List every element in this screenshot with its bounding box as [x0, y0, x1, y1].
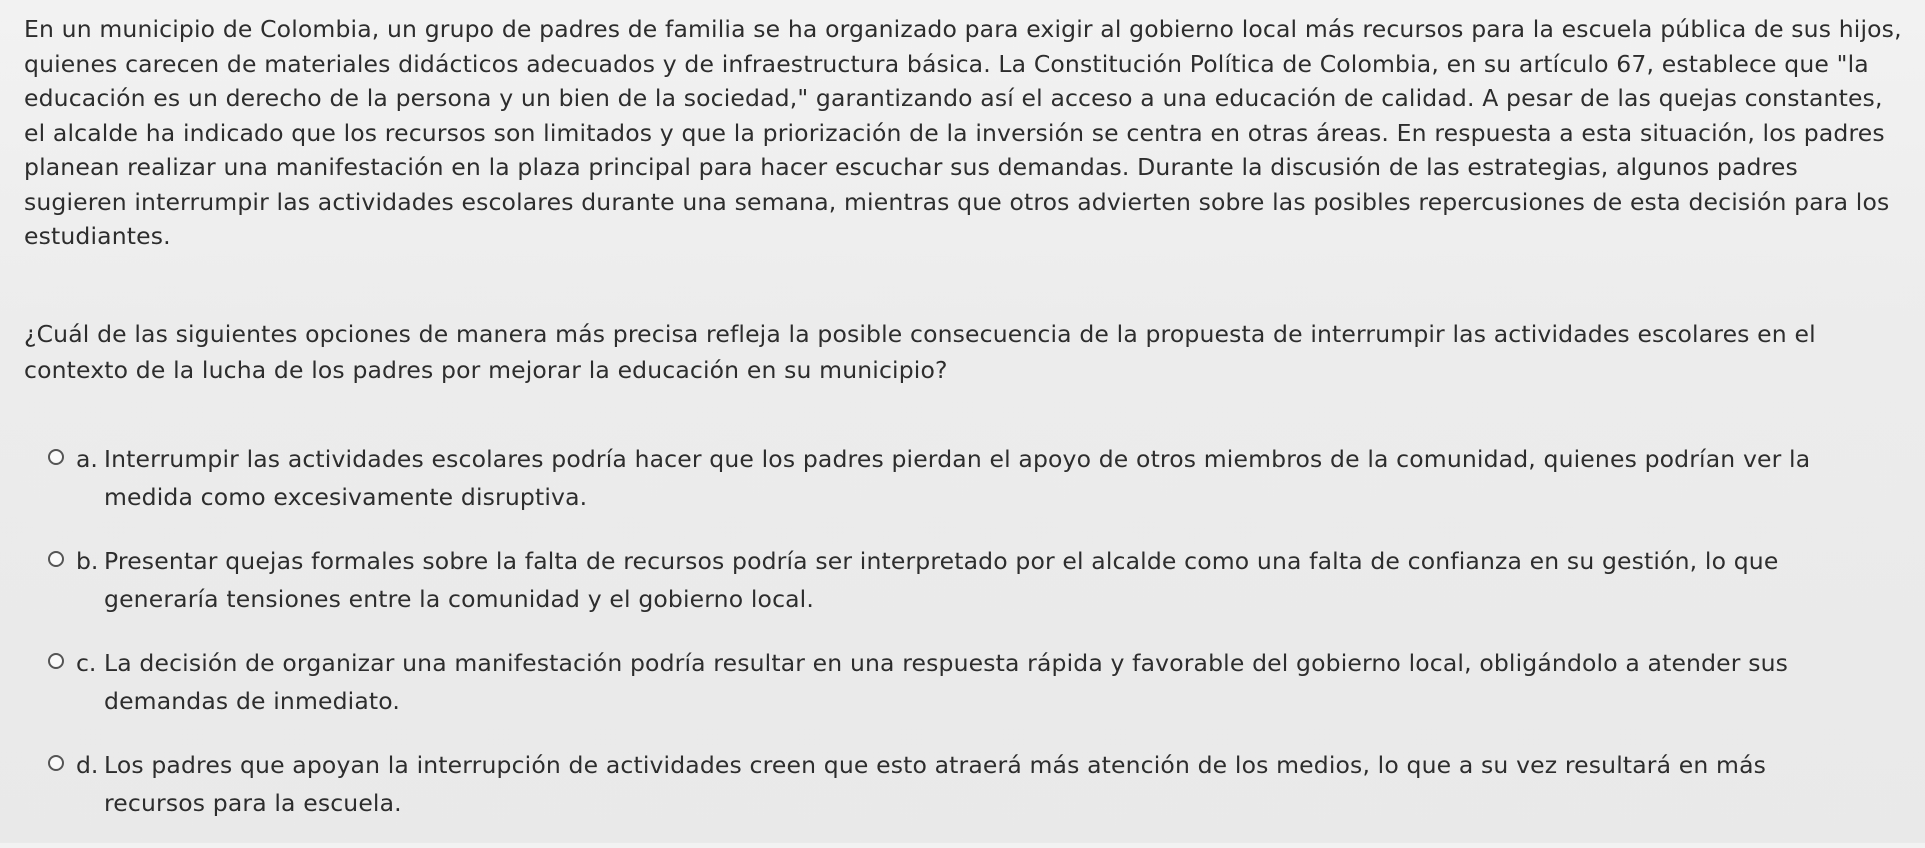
question-text: ¿Cuál de las siguientes opciones de manera más precisa refleja la posible consecuencia de la propuesta de interrumpir las actividades escolares en el contexto de la lucha de los padres por mejorar la educación en su municipio?: [24, 320, 1816, 384]
option-letter: d.: [76, 751, 99, 779]
option-letter: b.: [76, 547, 99, 575]
option-letter: a.: [76, 445, 98, 473]
answer-options: [0, 440, 1925, 848]
option-a[interactable]: [0, 440, 1925, 516]
option-b[interactable]: [0, 542, 1925, 618]
passage-text: En un municipio de Colombia, un grupo de padres de familia se ha organizado para exigir al gobierno local más recursos para la escuela pública de sus hijos, quienes carecen de materiales didácticos adecuados y de infraestructura básica. La Constitución Política de Colombia, en su artículo 67, establece que "la educación es un derecho de la persona y un bien de la sociedad," garantizando así el acceso a una educación de calidad. A pesar de las quejas constantes, el alcalde ha indicado que los recursos son limitados y que la priorización de la inversión se centra en otras áreas. En respuesta a esta situación, los padres planean realizar una manifestación en la plaza principal para hacer escuchar sus demandas. Durante la discusión de las estrategias, algunos padres sugieren interrumpir las actividades escolares durante una semana, mientras que otros advierten sobre las posibles repercusiones de esta decisión para los estudiantes.: [24, 15, 1902, 250]
option-text: Interrumpir las actividades escolares podría hacer que los padres pierdan el apoyo de otros miembros de la comunidad, quienes podrían ver la medida como excesivamente disruptiva.: [104, 445, 1811, 511]
option-d[interactable]: [0, 746, 1925, 822]
option-letter: c.: [76, 649, 97, 677]
option-text: La decisión de organizar una manifestación podría resultar en una respuesta rápida y favorable del gobierno local, obligándolo a atender sus demandas de inmediato.: [104, 649, 1789, 715]
radio-button-c[interactable]: [48, 653, 64, 669]
radio-button-a[interactable]: [48, 449, 64, 465]
radio-button-d[interactable]: [48, 755, 64, 771]
option-text: Los padres que apoyan la interrupción de actividades creen que esto atraerá más atención de los medios, lo que a su vez resultará en más recursos para la escuela.: [104, 751, 1767, 817]
option-text: Presentar quejas formales sobre la falta de recursos podría ser interpretado por el alcalde como una falta de confianza en su gestión, lo que generaría tensiones entre la comunidad y el gobierno local.: [104, 547, 1779, 613]
option-c[interactable]: [0, 644, 1925, 720]
radio-button-b[interactable]: [48, 551, 64, 567]
